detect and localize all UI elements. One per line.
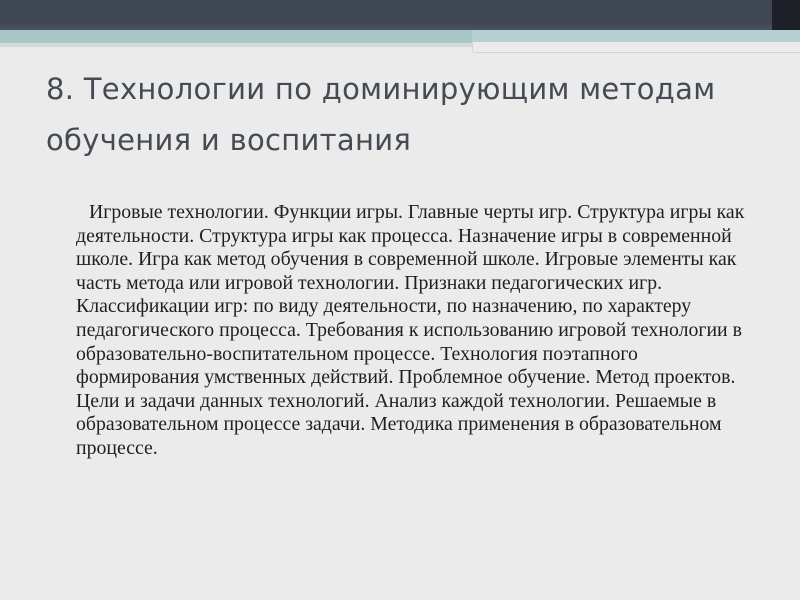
top-bar-shade xyxy=(0,22,800,30)
decorative-tab-accent xyxy=(472,30,800,42)
corner-decorative-block xyxy=(772,0,800,30)
slide-body-text: Игровые технологии. Функции игры. Главные черты игр. Структура игры как деятельности. Структура игры как процесса. Назначение игры в современной школе. Игра как метод обучения в современной школе. Игровые элементы как часть метода или игровой технологии. Признаки педагогических игр. Классификации игр: по виду деятельности, по назначению, по характеру педагогического процесса. Требования к использованию игровой технологии в образовательно-воспитательном процессе. Технология поэтапного формирования умственных действий. Проблемное обучение. Метод проектов. Цели и задачи данных технологий. Анализ каждой технологии. Решаемые в образовательном процессе задачи. Методика применения в образовательном процессе. xyxy=(76,201,745,459)
slide-title: 8. Технологии по доминирующим методам обучения и воспитания xyxy=(46,72,716,157)
